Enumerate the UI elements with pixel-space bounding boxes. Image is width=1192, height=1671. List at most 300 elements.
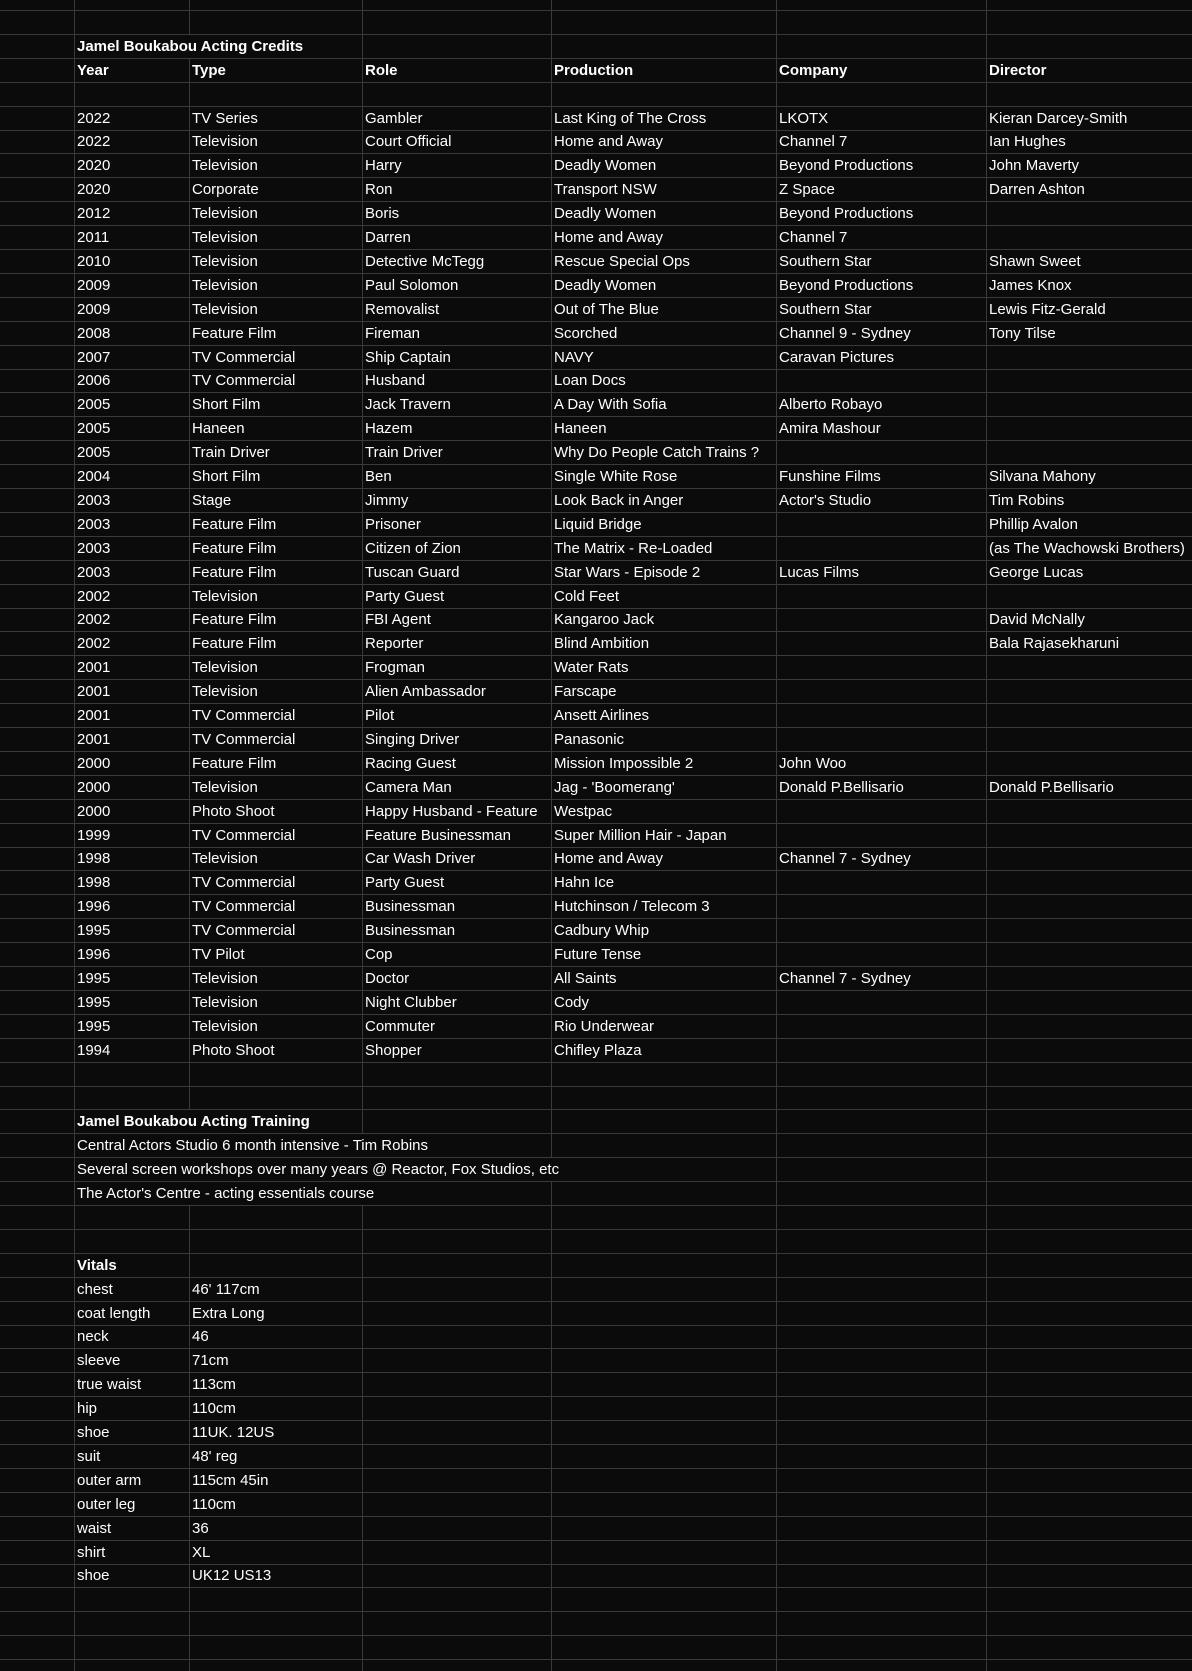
credit-cell[interactable]: Beyond Productions bbox=[779, 276, 914, 294]
credit-cell[interactable]: Television bbox=[192, 300, 258, 318]
credit-cell[interactable]: Donald P.Bellisario bbox=[779, 778, 904, 796]
credit-cell[interactable]: Channel 7 - Sydney bbox=[779, 969, 911, 987]
sheet-row bbox=[0, 1325, 1192, 1349]
sheet-row bbox=[0, 226, 1192, 250]
credit-cell[interactable]: Darren Ashton bbox=[989, 181, 1085, 199]
credit-cell[interactable]: 2006 bbox=[77, 372, 111, 390]
vital-value[interactable]: 71cm bbox=[192, 1352, 229, 1370]
credit-cell[interactable]: Rescue Special Ops bbox=[554, 252, 690, 270]
training-item[interactable]: The Actor's Centre - acting essentials course bbox=[77, 1185, 375, 1202]
credit-cell[interactable]: 2003 bbox=[77, 539, 111, 557]
sheet-row bbox=[0, 83, 1192, 107]
credit-cell[interactable]: Television bbox=[192, 778, 258, 796]
credit-cell[interactable]: 2011 bbox=[77, 229, 110, 246]
credit-cell[interactable]: Southern Star bbox=[779, 300, 872, 318]
vital-label[interactable]: chest bbox=[77, 1280, 113, 1298]
vital-value[interactable]: Extra Long bbox=[192, 1304, 265, 1322]
credit-cell[interactable]: Haneen bbox=[192, 420, 245, 438]
credit-cell[interactable]: Night Clubber bbox=[365, 993, 457, 1011]
credit-cell[interactable]: 2009 bbox=[77, 276, 111, 294]
sheet-row bbox=[0, 346, 1192, 370]
credit-cell[interactable]: 2002 bbox=[77, 611, 111, 629]
credit-cell[interactable]: Citizen of Zion bbox=[365, 539, 461, 557]
sheet-row bbox=[0, 680, 1192, 704]
credit-cell[interactable]: Alien Ambassador bbox=[365, 683, 486, 701]
credit-cell[interactable]: Pilot bbox=[365, 707, 395, 724]
credit-cell[interactable]: TV Commercial bbox=[192, 898, 296, 916]
vital-label[interactable]: suit bbox=[77, 1447, 101, 1465]
credit-cell[interactable]: Shawn Sweet bbox=[989, 252, 1081, 270]
column-header-company[interactable]: Company bbox=[779, 61, 848, 79]
credit-cell[interactable]: Beyond Productions bbox=[779, 157, 914, 175]
credit-cell[interactable]: John Woo bbox=[779, 754, 847, 772]
sheet-row bbox=[0, 1182, 1192, 1206]
credit-cell[interactable]: 1995 bbox=[77, 1017, 111, 1035]
credit-cell[interactable]: Feature Film bbox=[192, 539, 277, 557]
vitals-title[interactable]: Vitals bbox=[77, 1256, 117, 1274]
credit-cell[interactable]: 2008 bbox=[77, 324, 111, 342]
credit-cell[interactable]: Liquid Bridge bbox=[554, 515, 642, 533]
sheet-row bbox=[0, 871, 1192, 895]
sheet-row bbox=[0, 991, 1192, 1015]
credit-cell[interactable]: TV Commercial bbox=[192, 707, 296, 724]
credit-cell[interactable]: 1995 bbox=[77, 993, 111, 1011]
credit-cell[interactable]: Out of The Blue bbox=[554, 300, 659, 318]
credit-cell[interactable]: Donald P.Bellisario bbox=[989, 778, 1114, 796]
credit-cell[interactable]: Commuter bbox=[365, 1017, 436, 1035]
credit-cell[interactable]: 2009 bbox=[77, 300, 111, 318]
sheet-row bbox=[0, 967, 1192, 991]
credit-cell[interactable]: 2005 bbox=[77, 396, 111, 414]
credit-cell[interactable]: Television bbox=[192, 850, 258, 868]
credit-cell[interactable]: Caravan Pictures bbox=[779, 348, 895, 366]
credit-cell[interactable]: Cold Feet bbox=[554, 587, 620, 605]
credit-cell[interactable]: Television bbox=[192, 252, 258, 270]
credit-cell[interactable]: All Saints bbox=[554, 969, 617, 987]
sheet-row bbox=[0, 537, 1192, 561]
vital-label[interactable]: coat length bbox=[77, 1304, 151, 1322]
credit-cell[interactable]: 2001 bbox=[77, 730, 111, 748]
credit-cell[interactable]: 2000 bbox=[77, 754, 111, 772]
credit-cell[interactable]: Television bbox=[192, 205, 258, 223]
sheet-row bbox=[0, 1445, 1192, 1469]
sheet-row bbox=[0, 895, 1192, 919]
credit-cell[interactable]: Short Film bbox=[192, 396, 261, 414]
sheet-row bbox=[0, 298, 1192, 322]
credit-cell[interactable]: 2000 bbox=[77, 778, 111, 796]
sheet-row bbox=[0, 369, 1192, 393]
credit-cell[interactable]: 2000 bbox=[77, 802, 111, 820]
credit-cell[interactable]: Ansett Airlines bbox=[554, 707, 650, 724]
credit-cell[interactable]: TV Commercial bbox=[192, 826, 296, 844]
credit-cell[interactable]: 2002 bbox=[77, 635, 111, 653]
credit-cell[interactable]: Television bbox=[192, 157, 258, 175]
credit-cell[interactable]: Kangaroo Jack bbox=[554, 611, 655, 629]
credit-cell[interactable]: 1998 bbox=[77, 850, 111, 868]
credit-cell[interactable]: Silvana Mahony bbox=[989, 468, 1096, 485]
credit-cell[interactable]: Darren bbox=[365, 229, 411, 246]
vital-label[interactable]: sleeve bbox=[77, 1352, 121, 1370]
credit-cell[interactable]: 2002 bbox=[77, 587, 111, 605]
sheet-row bbox=[0, 1230, 1192, 1254]
credit-cell[interactable]: Doctor bbox=[365, 969, 410, 987]
sheet-row bbox=[0, 585, 1192, 609]
vital-label[interactable]: hip bbox=[77, 1400, 98, 1418]
credit-cell[interactable]: Farscape bbox=[554, 683, 617, 701]
sheet-row bbox=[0, 322, 1192, 346]
credit-cell[interactable]: Television bbox=[192, 969, 258, 987]
training-title[interactable]: Jamel Boukabou Acting Training bbox=[77, 1113, 310, 1131]
credit-cell[interactable]: Why Do People Catch Trains ? bbox=[554, 444, 760, 462]
credits-title[interactable]: Jamel Boukabou Acting Credits bbox=[77, 37, 304, 55]
sheet-row bbox=[0, 1541, 1192, 1565]
sheet-row bbox=[0, 441, 1192, 465]
credit-cell[interactable]: Feature Film bbox=[192, 611, 277, 629]
credit-cell[interactable]: 2022 bbox=[77, 109, 111, 127]
credit-cell[interactable]: 2005 bbox=[77, 444, 111, 462]
vital-value[interactable]: 110cm bbox=[192, 1495, 236, 1513]
credit-cell[interactable]: 1999 bbox=[77, 826, 111, 844]
credit-cell[interactable]: Tim Robins bbox=[989, 491, 1065, 509]
column-header-production[interactable]: Production bbox=[554, 61, 634, 79]
credit-cell[interactable]: Star Wars - Episode 2 bbox=[554, 563, 701, 581]
credit-cell[interactable]: Ship Captain bbox=[365, 348, 451, 366]
vital-value[interactable]: 36 bbox=[192, 1519, 209, 1537]
sheet-row bbox=[0, 1373, 1192, 1397]
credit-cell[interactable]: Singing Driver bbox=[365, 730, 460, 748]
credit-cell[interactable]: John Maverty bbox=[989, 157, 1080, 175]
vital-value[interactable]: 46 bbox=[192, 1328, 209, 1346]
credit-cell[interactable]: Last King of The Cross bbox=[554, 109, 707, 127]
sheet-row bbox=[0, 1015, 1192, 1039]
credit-cell[interactable]: Lewis Fitz-Gerald bbox=[989, 300, 1106, 318]
sheet-row bbox=[0, 800, 1192, 824]
vital-value[interactable]: 113cm bbox=[192, 1376, 236, 1394]
credit-cell[interactable]: Loan Docs bbox=[554, 372, 626, 390]
credit-cell[interactable]: Westpac bbox=[554, 802, 613, 820]
vital-label[interactable]: neck bbox=[77, 1328, 109, 1346]
credit-cell[interactable]: Racing Guest bbox=[365, 754, 456, 772]
credit-cell[interactable]: Television bbox=[192, 659, 258, 677]
credit-cell[interactable]: Cadbury Whip bbox=[554, 922, 650, 940]
credit-cell[interactable]: Corporate bbox=[192, 181, 259, 199]
credit-cell[interactable]: David McNally bbox=[989, 611, 1085, 629]
credit-cell[interactable]: Party Guest bbox=[365, 587, 445, 605]
credit-cell[interactable]: 1996 bbox=[77, 946, 111, 963]
credit-cell[interactable]: Future Tense bbox=[554, 946, 642, 963]
credit-cell[interactable]: Jag - 'Boomerang' bbox=[554, 778, 675, 796]
sheet-row bbox=[0, 1086, 1192, 1110]
credit-cell[interactable]: Reporter bbox=[365, 635, 424, 653]
sheet-row bbox=[0, 417, 1192, 441]
credit-cell[interactable]: Detective McTegg bbox=[365, 252, 485, 270]
sheet-row bbox=[0, 1469, 1192, 1493]
sheet-row bbox=[0, 919, 1192, 943]
sheet-row bbox=[0, 1278, 1192, 1302]
credit-cell[interactable]: Amira Mashour bbox=[779, 420, 881, 438]
credit-cell[interactable]: TV Commercial bbox=[192, 874, 296, 892]
credit-cell[interactable]: Jack Travern bbox=[365, 396, 451, 414]
credit-cell[interactable]: Television bbox=[192, 1017, 258, 1035]
credit-cell[interactable]: Gambler bbox=[365, 109, 423, 127]
sheet-row bbox=[0, 1421, 1192, 1445]
sheet-row bbox=[0, 1588, 1192, 1612]
sheet-row bbox=[0, 465, 1192, 489]
credit-cell[interactable]: 2001 bbox=[77, 659, 111, 677]
credit-cell[interactable]: 1995 bbox=[77, 969, 111, 987]
sheet-row bbox=[0, 59, 1192, 83]
column-header-role[interactable]: Role bbox=[365, 61, 398, 79]
sheet-row bbox=[0, 107, 1192, 131]
credit-cell[interactable]: Businessman bbox=[365, 898, 456, 916]
credit-cell[interactable]: A Day With Sofia bbox=[554, 396, 667, 414]
credit-cell[interactable]: Tuscan Guard bbox=[365, 563, 460, 581]
sheet-row bbox=[0, 11, 1192, 35]
vital-label[interactable]: outer leg bbox=[77, 1495, 136, 1513]
credit-cell[interactable]: Deadly Women bbox=[554, 205, 657, 223]
vital-value[interactable]: UK12 US13 bbox=[192, 1567, 272, 1585]
credit-cell[interactable]: James Knox bbox=[989, 276, 1072, 294]
credit-cell[interactable]: Tony Tilse bbox=[989, 324, 1056, 342]
credit-cell[interactable]: Car Wash Driver bbox=[365, 850, 476, 868]
credit-cell[interactable]: Mission Impossible 2 bbox=[554, 754, 694, 772]
credit-cell[interactable]: LKOTX bbox=[779, 109, 829, 127]
credit-cell[interactable]: Removalist bbox=[365, 300, 440, 318]
credit-cell[interactable]: Feature Film bbox=[192, 515, 277, 533]
credit-cell[interactable]: Husband bbox=[365, 372, 426, 390]
credit-cell[interactable]: 1996 bbox=[77, 898, 111, 916]
credit-cell[interactable]: Water Rats bbox=[554, 659, 629, 677]
sheet-row bbox=[0, 1302, 1192, 1326]
vital-label[interactable]: true waist bbox=[77, 1376, 142, 1394]
credit-cell[interactable]: 2012 bbox=[77, 205, 111, 223]
column-header-type[interactable]: Type bbox=[192, 61, 226, 79]
credit-cell[interactable]: Transport NSW bbox=[554, 181, 657, 199]
credit-cell[interactable]: Home and Away bbox=[554, 850, 663, 868]
credit-cell[interactable]: Party Guest bbox=[365, 874, 445, 892]
sheet-row bbox=[0, 776, 1192, 800]
credit-cell[interactable]: Cody bbox=[554, 993, 590, 1011]
credit-cell[interactable]: Television bbox=[192, 133, 258, 151]
credit-cell[interactable]: Camera Man bbox=[365, 778, 452, 796]
column-header-director[interactable]: Director bbox=[989, 61, 1047, 79]
sheet-row bbox=[0, 847, 1192, 871]
sheet-row bbox=[0, 489, 1192, 513]
credit-cell[interactable]: Frogman bbox=[365, 659, 426, 677]
vital-value[interactable]: XL bbox=[192, 1543, 211, 1561]
credit-cell[interactable]: Feature Businessman bbox=[365, 826, 511, 844]
credit-cell[interactable]: Television bbox=[192, 993, 258, 1011]
credit-cell[interactable]: Hutchinson / Telecom 3 bbox=[554, 898, 710, 916]
credit-cell[interactable]: 2005 bbox=[77, 420, 111, 438]
credit-cell[interactable]: George Lucas bbox=[989, 563, 1084, 581]
sheet-row bbox=[0, 1110, 1192, 1134]
sheet-row bbox=[0, 1517, 1192, 1541]
credit-cell[interactable]: Deadly Women bbox=[554, 157, 657, 175]
credit-cell[interactable]: Ron bbox=[365, 181, 393, 199]
credit-cell[interactable]: Shopper bbox=[365, 1041, 422, 1059]
credit-cell[interactable]: 1994 bbox=[77, 1041, 111, 1059]
credit-cell[interactable]: 2001 bbox=[77, 707, 111, 724]
credit-cell[interactable]: Television bbox=[192, 587, 258, 605]
credit-cell[interactable]: Hazem bbox=[365, 420, 413, 438]
credit-cell[interactable]: Boris bbox=[365, 205, 400, 223]
credit-cell[interactable]: FBI Agent bbox=[365, 611, 431, 629]
vital-value[interactable]: 115cm 45in bbox=[192, 1471, 269, 1489]
credit-cell[interactable]: 2001 bbox=[77, 683, 111, 701]
credit-cell[interactable]: Bala Rajasekharuni bbox=[989, 635, 1120, 653]
credit-cell[interactable]: 2020 bbox=[77, 157, 111, 175]
sheet-row bbox=[0, 130, 1192, 154]
vital-label[interactable]: shirt bbox=[77, 1543, 106, 1561]
credit-cell[interactable]: Kieran Darcey-Smith bbox=[989, 109, 1128, 127]
credit-cell[interactable]: NAVY bbox=[554, 348, 594, 366]
credit-cell[interactable]: Home and Away bbox=[554, 133, 663, 151]
sheet-row bbox=[0, 943, 1192, 967]
credit-cell[interactable]: Train Driver bbox=[365, 444, 443, 462]
credit-cell[interactable]: 2022 bbox=[77, 133, 111, 151]
vital-value[interactable]: 11UK. 12US bbox=[192, 1424, 275, 1441]
sheet-row bbox=[0, 824, 1192, 848]
credit-cell[interactable]: 2003 bbox=[77, 491, 111, 509]
credit-cell[interactable]: Ben bbox=[365, 468, 392, 485]
credit-cell[interactable]: Funshine Films bbox=[779, 468, 881, 485]
credit-cell[interactable]: Haneen bbox=[554, 420, 607, 438]
credit-cell[interactable]: The Matrix - Re-Loaded bbox=[554, 539, 713, 557]
sheet-row bbox=[0, 1349, 1192, 1373]
credit-cell[interactable]: Television bbox=[192, 229, 258, 246]
credit-cell[interactable]: 2004 bbox=[77, 468, 111, 485]
credit-cell[interactable]: TV Commercial bbox=[192, 372, 296, 390]
training-item[interactable]: Central Actors Studio 6 month intensive - Tim Robins bbox=[77, 1137, 428, 1155]
credit-cell[interactable]: Cop bbox=[365, 946, 393, 963]
vital-label[interactable]: outer arm bbox=[77, 1471, 142, 1489]
sheet-row bbox=[0, 202, 1192, 226]
credit-cell[interactable]: TV Commercial bbox=[192, 730, 296, 748]
sheet-row bbox=[0, 1039, 1192, 1063]
credit-cell[interactable]: Photo Shoot bbox=[192, 1041, 275, 1059]
credit-cell[interactable]: 2003 bbox=[77, 515, 111, 533]
credit-cell[interactable]: Ian Hughes bbox=[989, 133, 1066, 151]
sheet-row bbox=[0, 728, 1192, 752]
sheet-row bbox=[0, 561, 1192, 585]
credit-cell[interactable]: Feature Film bbox=[192, 324, 277, 342]
credit-cell[interactable]: Hahn Ice bbox=[554, 874, 615, 892]
sheet-row bbox=[0, 704, 1192, 728]
credit-cell[interactable]: Channel 7 bbox=[779, 133, 848, 151]
credit-cell[interactable]: 1998 bbox=[77, 874, 111, 892]
vital-label[interactable]: shoe bbox=[77, 1424, 110, 1441]
sheet-row bbox=[0, 1063, 1192, 1087]
credit-cell[interactable]: Photo Shoot bbox=[192, 802, 275, 820]
credit-cell[interactable]: Court Official bbox=[365, 133, 452, 151]
credit-cell[interactable]: Panasonic bbox=[554, 730, 625, 748]
credit-cell[interactable]: Southern Star bbox=[779, 252, 872, 270]
credit-cell[interactable]: TV Commercial bbox=[192, 922, 296, 940]
credit-cell[interactable]: Channel 7 - Sydney bbox=[779, 850, 911, 868]
credit-cell[interactable]: Home and Away bbox=[554, 229, 663, 246]
column-header-year[interactable]: Year bbox=[77, 61, 109, 79]
sheet-row bbox=[0, 274, 1192, 298]
credit-cell[interactable]: 2007 bbox=[77, 348, 111, 366]
sheet-row bbox=[0, 154, 1192, 178]
vital-label[interactable]: waist bbox=[77, 1519, 112, 1537]
credit-cell[interactable]: Lucas Films bbox=[779, 563, 860, 581]
credit-cell[interactable]: TV Commercial bbox=[192, 348, 296, 366]
sheet-row bbox=[0, 1493, 1192, 1517]
sheet-row bbox=[0, 0, 1192, 11]
credit-cell[interactable]: Train Driver bbox=[192, 444, 270, 462]
credit-cell[interactable]: Happy Husband - Feature bbox=[365, 802, 538, 820]
vital-value[interactable]: 48' reg bbox=[192, 1447, 238, 1465]
credit-cell[interactable]: Television bbox=[192, 683, 258, 701]
credit-cell[interactable]: 1995 bbox=[77, 922, 111, 940]
sheet-row bbox=[0, 608, 1192, 632]
sheet-row bbox=[0, 632, 1192, 656]
credit-cell[interactable]: Phillip Avalon bbox=[989, 515, 1078, 533]
credit-cell[interactable]: Alberto Robayo bbox=[779, 396, 883, 414]
credit-cell[interactable]: Single White Rose bbox=[554, 468, 678, 485]
credit-cell[interactable]: Actor's Studio bbox=[779, 491, 872, 509]
sheet-row bbox=[0, 1397, 1192, 1421]
credit-cell[interactable]: Television bbox=[192, 276, 258, 294]
credit-cell[interactable]: Channel 9 - Sydney bbox=[779, 324, 911, 342]
credit-cell[interactable]: Rio Underwear bbox=[554, 1017, 655, 1035]
credit-cell[interactable]: Jimmy bbox=[365, 491, 409, 509]
sheet-row bbox=[0, 250, 1192, 274]
vital-label[interactable]: shoe bbox=[77, 1567, 110, 1585]
sheet-row bbox=[0, 393, 1192, 417]
credit-cell[interactable]: Beyond Productions bbox=[779, 205, 914, 223]
sheet-row bbox=[0, 1158, 1192, 1182]
credit-cell[interactable]: Fireman bbox=[365, 324, 421, 342]
credit-cell[interactable]: Channel 7 bbox=[779, 229, 848, 246]
training-item[interactable]: Several screen workshops over many years @ Reactor, Fox Studios, etc bbox=[77, 1161, 560, 1179]
credit-cell[interactable]: Scorched bbox=[554, 324, 618, 342]
sheet-row bbox=[0, 178, 1192, 202]
credit-cell[interactable]: Feature Film bbox=[192, 563, 277, 581]
sheet-row bbox=[0, 1636, 1192, 1660]
credit-cell[interactable]: 2010 bbox=[77, 252, 111, 270]
credit-cell[interactable]: (as The Wachowski Brothers) bbox=[989, 539, 1185, 557]
credit-cell[interactable]: Z Space bbox=[779, 181, 835, 199]
credit-cell[interactable]: Feature Film bbox=[192, 635, 277, 653]
sheet-row bbox=[0, 1564, 1192, 1588]
credit-cell[interactable]: Short Film bbox=[192, 468, 261, 485]
credit-cell[interactable]: TV Series bbox=[192, 109, 258, 127]
sheet-row bbox=[0, 513, 1192, 537]
sheet-row bbox=[0, 752, 1192, 776]
credit-cell[interactable]: Look Back in Anger bbox=[554, 491, 684, 509]
credit-cell[interactable]: Harry bbox=[365, 157, 402, 175]
credit-cell[interactable]: Blind Ambition bbox=[554, 635, 650, 653]
credit-cell[interactable]: Chifley Plaza bbox=[554, 1041, 642, 1059]
vital-value[interactable]: 46' 117cm bbox=[192, 1280, 260, 1298]
credit-cell[interactable]: Prisoner bbox=[365, 515, 421, 533]
credit-cell[interactable]: Paul Solomon bbox=[365, 276, 459, 294]
credit-cell[interactable]: Businessman bbox=[365, 922, 456, 940]
vital-value[interactable]: 110cm bbox=[192, 1400, 236, 1418]
credit-cell[interactable]: Deadly Women bbox=[554, 276, 657, 294]
sheet-row bbox=[0, 1254, 1192, 1278]
credit-cell[interactable]: Super Million Hair - Japan bbox=[554, 826, 727, 844]
credit-cell[interactable]: Feature Film bbox=[192, 754, 277, 772]
credit-cell[interactable]: 2003 bbox=[77, 563, 111, 581]
sheet-row bbox=[0, 1206, 1192, 1230]
credit-cell[interactable]: Stage bbox=[192, 491, 232, 509]
credit-cell[interactable]: TV Pilot bbox=[192, 946, 245, 963]
credit-cell[interactable]: 2020 bbox=[77, 181, 111, 199]
